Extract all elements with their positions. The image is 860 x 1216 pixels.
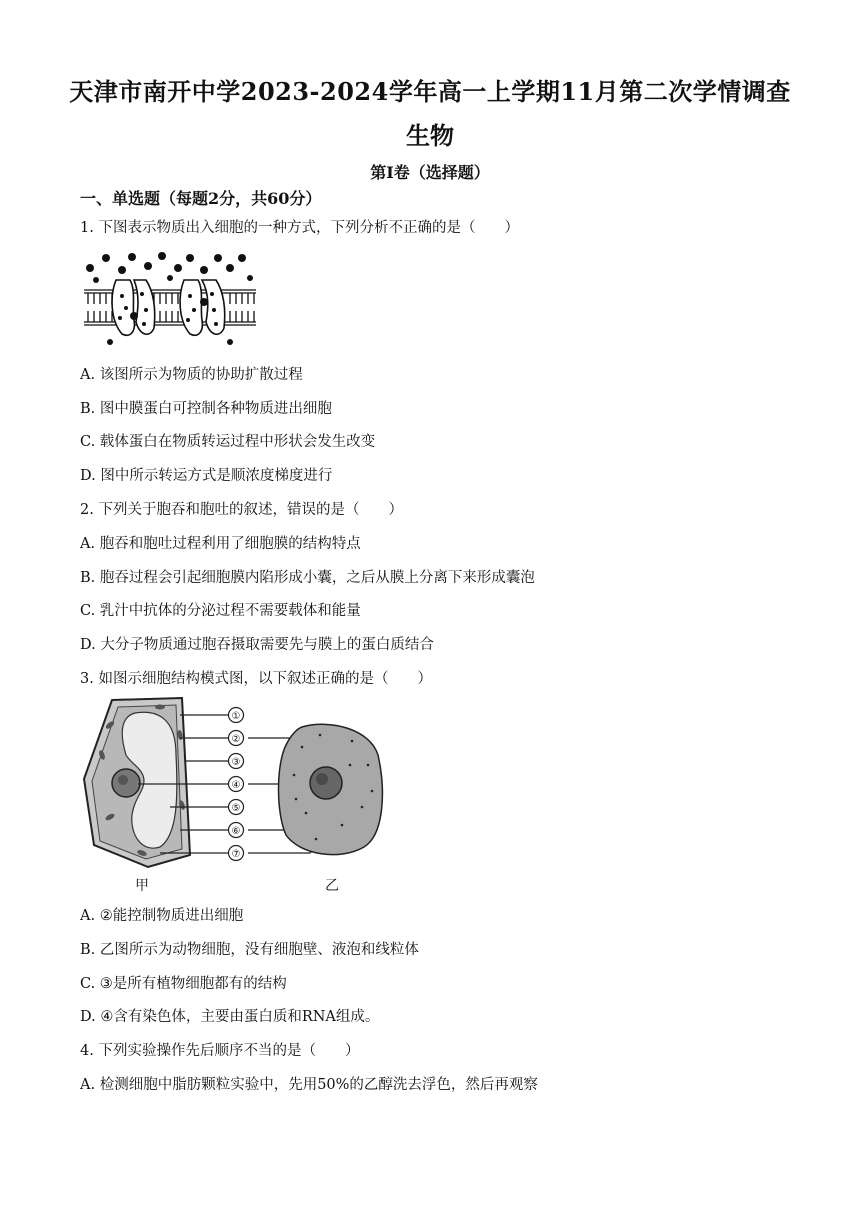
q3-option-c: C. ③是所有植物细胞都有的结构 [80, 976, 287, 992]
section-title: 一、单选题（每题2分，共60分） [80, 189, 322, 208]
q3-option-b: B. 乙图所示为动物细胞，没有细胞壁、液泡和线粒体 [80, 942, 419, 958]
question-1-stem: 1. 下图表示物质出入细胞的一种方式，下列分析不正确的是（ ） [80, 220, 519, 236]
question-4-stem: 4. 下列实验操作先后顺序不当的是（ ） [80, 1043, 360, 1059]
q2-option-b: B. 胞吞过程会引起细胞膜内陷形成小囊，之后从膜上分离下来形成囊泡 [80, 570, 535, 586]
part-title: 第Ⅰ卷（选择题） [370, 163, 490, 182]
label-1: ① [231, 711, 241, 722]
question-2-stem: 2. 下列关于胞吞和胞吐的叙述，错误的是（ ） [80, 502, 403, 518]
exam-title: 天津市南开中学2023-2024学年高一上学期11月第二次学情调查 [69, 77, 791, 106]
q1-option-b: B. 图中膜蛋白可控制各种物质进出细胞 [80, 401, 332, 417]
label-4: ④ [231, 780, 241, 791]
q4-option-a: A. 检测细胞中脂肪颗粒实验中，先用50%的乙醇洗去浮色，然后再观察 [80, 1077, 538, 1093]
cell-structure-figure [80, 695, 400, 895]
label-2: ② [231, 734, 241, 745]
q2-option-a: A. 胞吞和胞吐过程利用了细胞膜的结构特点 [80, 536, 361, 552]
q2-option-d: D. 大分子物质通过胞吞摄取需要先与膜上的蛋白质结合 [80, 637, 434, 653]
q3-option-a: A. ②能控制物质进出细胞 [80, 908, 244, 924]
cell-name-jia: 甲 [135, 878, 149, 894]
q2-option-c: C. 乳汁中抗体的分泌过程不需要载体和能量 [80, 603, 361, 619]
label-6: ⑥ [231, 826, 241, 837]
q3-option-d: D. ④含有染色体，主要由蛋白质和RNA组成。 [80, 1009, 380, 1025]
subject-title: 生物 [406, 121, 454, 150]
label-5: ⑤ [231, 803, 241, 814]
q1-option-c: C. 载体蛋白在物质转运过程中形状会发生改变 [80, 434, 376, 450]
question-3-stem: 3. 如图示细胞结构模式图，以下叙述正确的是（ ） [80, 671, 432, 687]
q1-option-a: A. 该图所示为物质的协助扩散过程 [80, 367, 303, 383]
membrane-transport-figure [80, 250, 260, 350]
q1-option-d: D. 图中所示转运方式是顺浓度梯度进行 [80, 468, 333, 484]
label-7: ⑦ [231, 849, 241, 860]
label-3: ③ [231, 757, 241, 768]
cell-name-yi: 乙 [325, 878, 339, 894]
